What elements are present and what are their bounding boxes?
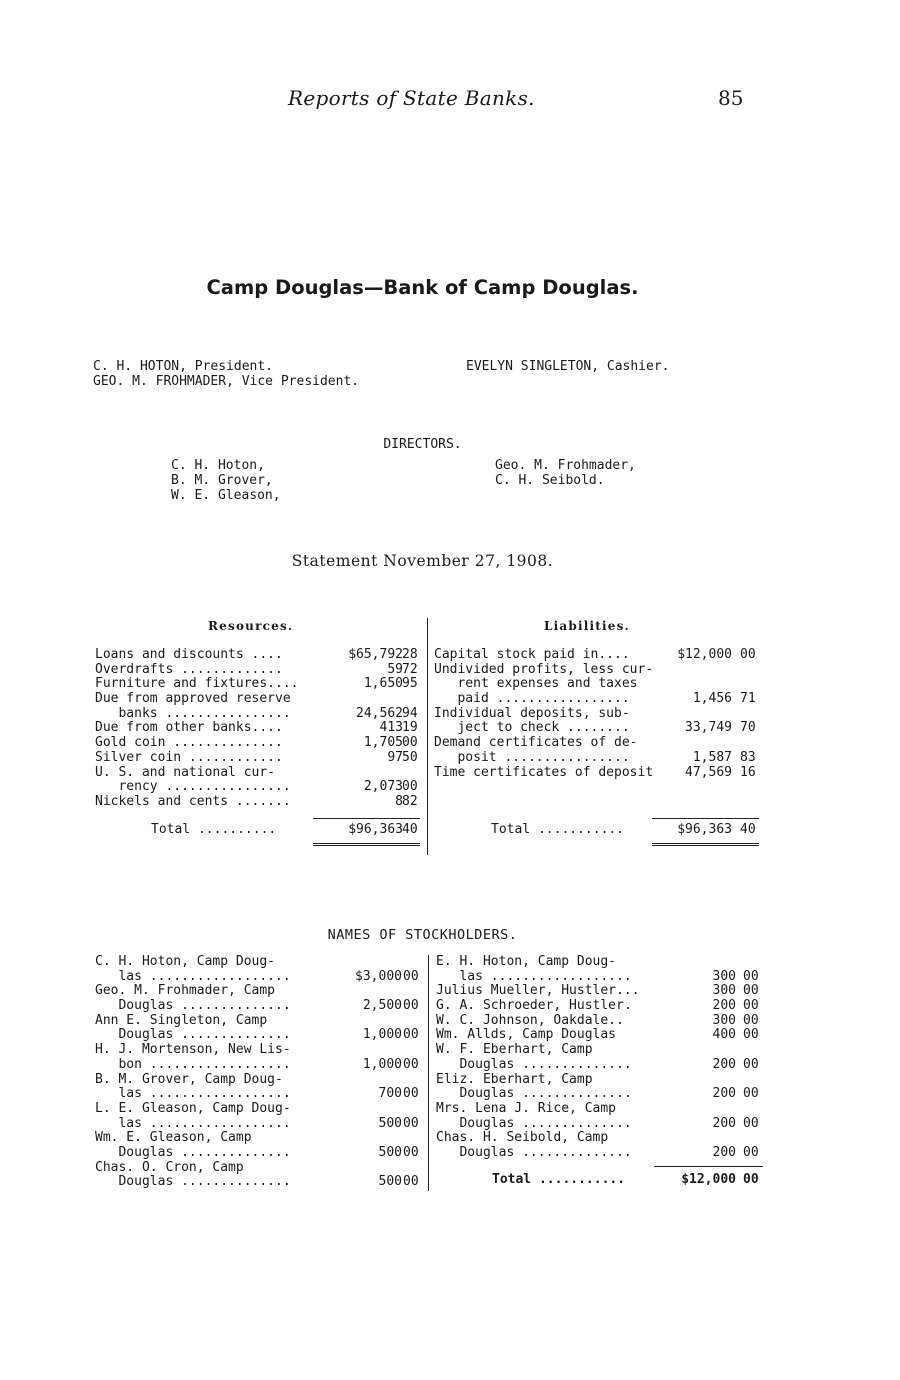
stockholder-row xyxy=(95,1146,425,1161)
ledger-label: ject to check ........ xyxy=(434,720,630,736)
ledger-dollars: $96,363 xyxy=(348,822,403,837)
ledger-cents: 00 xyxy=(402,735,418,751)
ledger-row xyxy=(434,707,764,722)
ledger-row xyxy=(434,721,764,736)
stockholder-row xyxy=(436,1102,766,1117)
stockholders-total xyxy=(436,1173,766,1188)
ledger-label: Loans and discounts .... xyxy=(95,647,283,662)
bank-title: Camp Douglas—Bank of Camp Douglas. xyxy=(206,276,639,299)
ledger-dollars: 1,456 xyxy=(692,691,732,707)
stockholder-name: W. F. Eberhart, Camp xyxy=(436,1042,593,1058)
stockholders-right-table xyxy=(436,955,766,1161)
stockholder-name: H. J. Mortenson, New Lis- xyxy=(95,1042,291,1058)
officer-cashier: EVELYN SINGLETON, Cashier. xyxy=(466,359,670,374)
ledger-dollars: $96,363 xyxy=(677,822,732,837)
ledger-label: Furniture and fixtures.... xyxy=(95,676,299,692)
stockholder-row xyxy=(95,970,425,985)
ledger-row xyxy=(434,736,764,751)
stockholder-name: G. A. Schroeder, Hustler. xyxy=(436,998,632,1014)
stockholder-name: las .................. xyxy=(95,1115,291,1131)
ledger-label: Nickels and cents ....... xyxy=(95,793,291,809)
ledger-label: Total .......... xyxy=(151,822,277,837)
resources-sum-rule xyxy=(313,818,420,819)
stockholder-dollars: 200 xyxy=(712,1115,736,1131)
stockholder-dollars: 500 xyxy=(378,1144,402,1160)
ledger-cents: 00 xyxy=(740,647,756,662)
ledger-row xyxy=(434,648,764,663)
statement-divider xyxy=(427,618,428,855)
statement-date: Statement November 27, 1908. xyxy=(291,552,554,570)
ledger-row xyxy=(434,677,764,692)
stockholder-name: Douglas .............. xyxy=(436,1144,632,1160)
stockholder-dollars: 1,000 xyxy=(362,1027,402,1043)
stockholder-cents: 00 xyxy=(743,983,759,999)
ledger-cents: 72 xyxy=(402,661,418,677)
ledger-label: rency ................ xyxy=(95,779,291,795)
stockholder-name: las .................. xyxy=(95,1086,291,1102)
stockholder-cents: 00 xyxy=(403,1115,419,1131)
stockholder-name: las .................. xyxy=(95,968,291,984)
ledger-cents: 00 xyxy=(402,779,418,795)
stockholder-row xyxy=(95,955,425,970)
stockholder-row xyxy=(95,1117,425,1132)
ledger-row xyxy=(434,663,764,678)
stockholder-cents: 00 xyxy=(743,1115,759,1131)
ledger-dollars: 33,749 xyxy=(685,720,732,736)
ledger-label: Undivided profits, less cur- xyxy=(434,661,654,677)
stockholder-dollars: 200 xyxy=(712,998,736,1014)
ledger-row xyxy=(95,736,425,751)
stockholder-name: Mrs. Lena J. Rice, Camp xyxy=(436,1100,617,1116)
ledger-dollars: 47,569 xyxy=(685,764,732,780)
officers-right xyxy=(466,359,670,374)
stockholder-dollars: $3,000 xyxy=(355,968,402,984)
stockholder-name: Douglas .............. xyxy=(436,1115,632,1131)
ledger-cents: 50 xyxy=(402,749,418,765)
stockholder-row xyxy=(95,1161,425,1176)
stockholder-name: Douglas .............. xyxy=(436,1056,632,1072)
ledger-total-row xyxy=(434,823,764,838)
stockholder-dollars: 400 xyxy=(712,1027,736,1043)
stockholder-cents: 00 xyxy=(743,1086,759,1102)
director-name: W. E. Gleason, xyxy=(171,488,281,503)
ledger-cents: 16 xyxy=(740,764,756,780)
directors-right xyxy=(495,458,636,488)
ledger-cents: 83 xyxy=(740,749,756,765)
stockholder-name: C. H. Hoton, Camp Doug- xyxy=(95,954,276,969)
ledger-label: U. S. and national cur- xyxy=(95,764,276,780)
stockholder-name: las .................. xyxy=(436,968,632,984)
director-name: C. H. Seibold. xyxy=(495,473,605,488)
stockholder-row xyxy=(436,1028,766,1043)
ledger-label: Time certificates of deposit xyxy=(434,764,654,780)
ledger-dollars: 8 xyxy=(395,793,403,809)
running-head-title: Reports of State Banks. xyxy=(288,86,535,110)
liabilities-double-rule xyxy=(652,843,759,846)
stockholder-name: Douglas .............. xyxy=(95,998,291,1014)
directors-heading: DIRECTORS. xyxy=(383,437,462,452)
liabilities-sum-rule xyxy=(652,818,759,819)
stockholder-name: Douglas .............. xyxy=(436,1086,632,1102)
stockholder-cents: 00 xyxy=(743,1144,759,1160)
stockholder-row xyxy=(95,1131,425,1146)
officer-president: C. H. HOTON, President. xyxy=(93,359,274,374)
stockholder-name: Douglas .............. xyxy=(95,1144,291,1160)
ledger-row xyxy=(95,677,425,692)
stockholders-divider xyxy=(428,955,429,1191)
ledger-cents: 71 xyxy=(740,691,756,707)
stockholder-cents: 00 xyxy=(403,1086,419,1102)
stockholder-dollars: 700 xyxy=(378,1086,402,1102)
ledger-dollars: $65,792 xyxy=(348,647,403,662)
stockholder-row xyxy=(436,984,766,999)
stockholder-cents: 00 xyxy=(403,1027,419,1043)
ledger-label: banks ................ xyxy=(95,705,291,721)
stockholder-row xyxy=(436,1014,766,1029)
stockholder-name: Eliz. Eberhart, Camp xyxy=(436,1071,593,1087)
ledger-cents: 82 xyxy=(402,793,418,809)
stockholder-dollars: 300 xyxy=(712,983,736,999)
stockholder-total-row xyxy=(436,1173,766,1188)
director-name: C. H. Hoton, xyxy=(171,458,265,473)
stockholder-row xyxy=(95,1028,425,1043)
stockholder-row xyxy=(95,1087,425,1102)
stockholder-dollars: 500 xyxy=(378,1174,402,1190)
liabilities-table xyxy=(434,648,764,780)
ledger-dollars: 24,562 xyxy=(356,705,403,721)
stockholder-row xyxy=(436,1117,766,1132)
officer-vice-president: GEO. M. FROHMADER, Vice President. xyxy=(93,374,360,389)
stockholder-row xyxy=(436,1131,766,1146)
stockholder-name: Ann E. Singleton, Camp xyxy=(95,1012,268,1028)
stockholder-dollars: 200 xyxy=(712,1144,736,1160)
stockholder-name: Julius Mueller, Hustler... xyxy=(436,983,640,999)
liabilities-heading: Liabilities. xyxy=(544,619,630,633)
ledger-dollars: 1,650 xyxy=(363,676,403,692)
stockholder-name: Geo. M. Frohmader, Camp xyxy=(95,983,276,999)
stockholder-row xyxy=(95,999,425,1014)
stockholder-name: Wm. E. Gleason, Camp xyxy=(95,1130,252,1146)
ledger-row xyxy=(95,663,425,678)
stockholder-row xyxy=(95,1058,425,1073)
directors-left xyxy=(171,458,281,503)
ledger-label: Overdrafts ............. xyxy=(95,661,283,677)
ledger-label: Silver coin ............ xyxy=(95,749,283,765)
stockholder-row xyxy=(436,1087,766,1102)
director-name: B. M. Grover, xyxy=(171,473,273,488)
stockholder-row xyxy=(95,1102,425,1117)
officers-left xyxy=(93,359,359,389)
stockholder-dollars: 2,500 xyxy=(362,998,402,1014)
liabilities-total xyxy=(434,823,764,838)
stockholder-cents: 00 xyxy=(743,1012,759,1028)
ledger-row xyxy=(434,766,764,781)
stockholder-row xyxy=(436,970,766,985)
stockholder-row xyxy=(95,1175,425,1190)
stockholder-cents: 00 xyxy=(403,968,419,984)
stockholder-row xyxy=(95,1043,425,1058)
running-head xyxy=(0,86,900,116)
stockholder-row xyxy=(436,1146,766,1161)
stockholders-left-table xyxy=(95,955,425,1190)
ledger-label: Due from approved reserve xyxy=(95,691,291,707)
ledger-total-row xyxy=(95,823,425,838)
ledger-row xyxy=(95,707,425,722)
ledger-dollars: 97 xyxy=(387,749,403,765)
stockholder-cents: 00 xyxy=(743,1056,759,1072)
ledger-dollars: 413 xyxy=(379,720,403,736)
stockholder-total-dollars: $12,000 xyxy=(681,1172,736,1187)
ledger-label: rent expenses and taxes xyxy=(434,676,638,692)
ledger-dollars: 1,587 xyxy=(692,749,732,765)
stockholder-total-cents: 00 xyxy=(743,1172,759,1187)
stockholder-row xyxy=(95,984,425,999)
ledger-row xyxy=(95,648,425,663)
stockholders-heading: NAMES OF STOCKHOLDERS. xyxy=(327,927,518,943)
ledger-row xyxy=(95,721,425,736)
stockholder-row xyxy=(436,955,766,970)
resources-double-rule xyxy=(313,843,420,846)
stockholder-name: Douglas .............. xyxy=(95,1174,291,1190)
stockholders-sum-rule xyxy=(654,1166,763,1167)
ledger-label: Due from other banks.... xyxy=(95,720,283,736)
stockholder-cents: 00 xyxy=(403,1056,419,1072)
stockholder-name: Douglas .............. xyxy=(95,1027,291,1043)
ledger-row xyxy=(95,692,425,707)
resources-total xyxy=(95,823,425,838)
ledger-cents: 70 xyxy=(740,720,756,736)
ledger-dollars: $12,000 xyxy=(677,647,732,662)
stockholder-dollars: 1,000 xyxy=(362,1056,402,1072)
stockholder-name: Chas. O. Cron, Camp xyxy=(95,1159,244,1175)
stockholder-name: L. E. Gleason, Camp Doug- xyxy=(95,1100,291,1116)
ledger-label: Demand certificates of de- xyxy=(434,735,638,751)
stockholder-dollars: 200 xyxy=(712,1086,736,1102)
stockholder-name: bon .................. xyxy=(95,1056,291,1072)
ledger-cents: 94 xyxy=(402,705,418,721)
ledger-cents: 19 xyxy=(402,720,418,736)
stockholder-cents: 00 xyxy=(743,968,759,984)
stockholder-row xyxy=(436,1043,766,1058)
ledger-row xyxy=(95,766,425,781)
resources-table xyxy=(95,648,425,810)
ledger-label: Gold coin .............. xyxy=(95,735,283,751)
stockholder-cents: 00 xyxy=(403,1174,419,1190)
stockholder-row xyxy=(436,999,766,1014)
resources-heading: Resources. xyxy=(208,619,294,633)
stockholder-dollars: 300 xyxy=(712,968,736,984)
ledger-row xyxy=(434,692,764,707)
ledger-row xyxy=(95,780,425,795)
ledger-label: paid ................. xyxy=(434,691,630,707)
ledger-cents: 95 xyxy=(402,676,418,692)
ledger-row xyxy=(95,751,425,766)
stockholder-name: Chas. H. Seibold, Camp xyxy=(436,1130,609,1146)
ledger-label: posit ................ xyxy=(434,749,630,765)
stockholder-dollars: 300 xyxy=(712,1012,736,1028)
ledger-label: Total ........... xyxy=(491,822,625,837)
stockholder-dollars: 500 xyxy=(378,1115,402,1131)
stockholder-name: B. M. Grover, Camp Doug- xyxy=(95,1071,283,1087)
director-name: Geo. M. Frohmader, xyxy=(495,458,636,473)
ledger-cents: 40 xyxy=(402,822,418,837)
stockholder-cents: 00 xyxy=(403,1144,419,1160)
stockholder-name: Wm. Allds, Camp Douglas xyxy=(436,1027,617,1043)
ledger-row xyxy=(95,795,425,810)
stockholder-dollars: 200 xyxy=(712,1056,736,1072)
stockholder-cents: 00 xyxy=(743,1027,759,1043)
stockholder-cents: 00 xyxy=(403,998,419,1014)
stockholder-row xyxy=(95,1014,425,1029)
ledger-dollars: 1,705 xyxy=(363,735,403,751)
stockholder-total-label: Total ........... xyxy=(492,1172,626,1187)
ledger-row xyxy=(434,751,764,766)
ledger-label: Capital stock paid in.... xyxy=(434,647,630,662)
page-number: 85 xyxy=(718,86,744,110)
stockholder-name: W. C. Johnson, Oakdale.. xyxy=(436,1012,624,1028)
stockholder-row xyxy=(436,1073,766,1088)
ledger-label: Individual deposits, sub- xyxy=(434,705,630,721)
ledger-cents: 28 xyxy=(402,647,418,662)
stockholder-cents: 00 xyxy=(743,998,759,1014)
stockholder-row xyxy=(95,1073,425,1088)
stockholder-name: E. H. Hoton, Camp Doug- xyxy=(436,954,617,969)
stockholder-row xyxy=(436,1058,766,1073)
ledger-cents: 40 xyxy=(740,822,756,837)
ledger-dollars: 2,073 xyxy=(363,779,403,795)
ledger-dollars: 59 xyxy=(387,661,403,677)
